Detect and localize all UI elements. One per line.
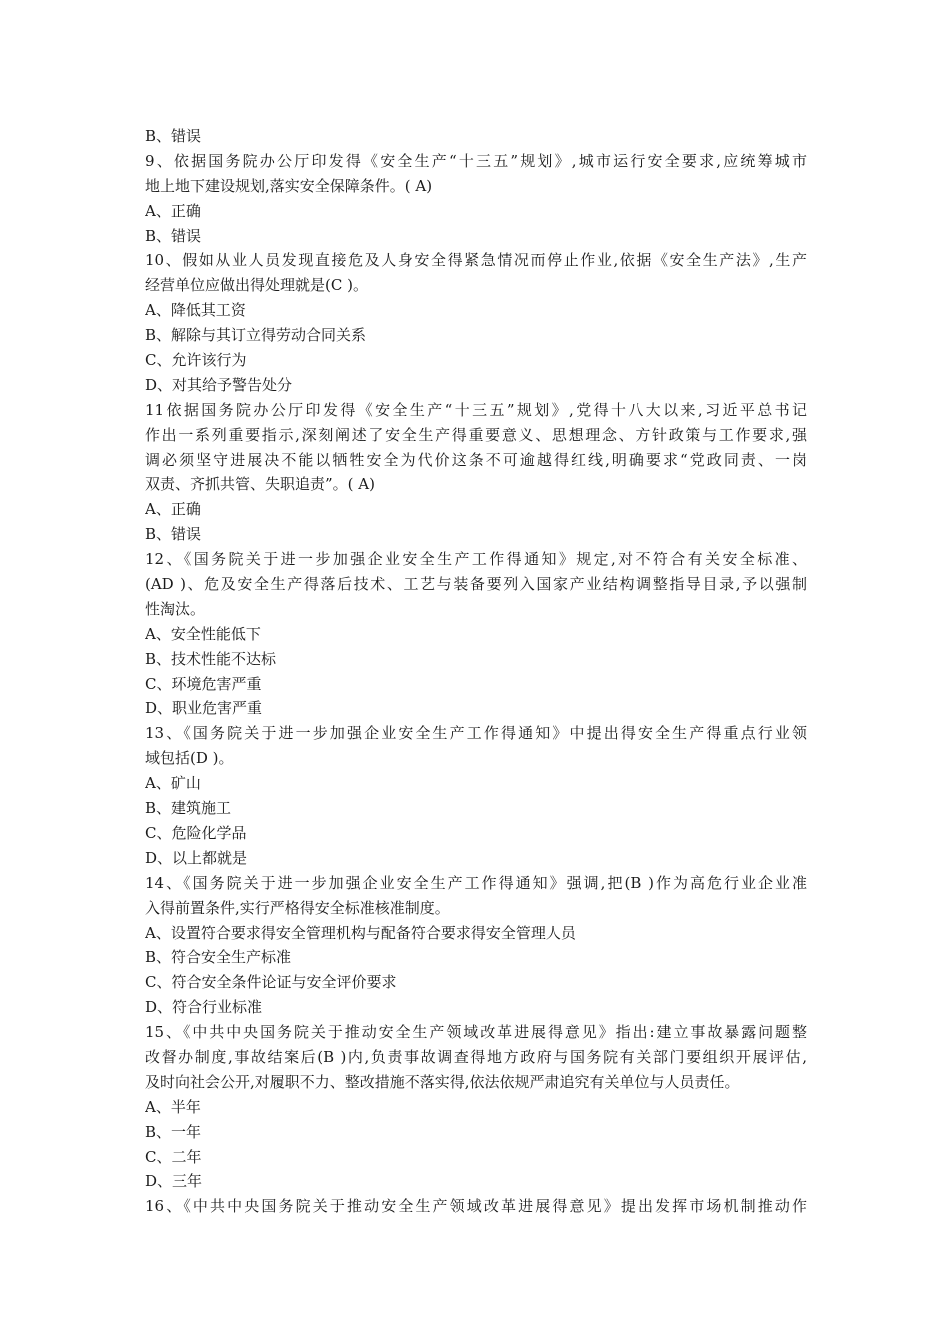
question-text-line: 地上地下建设规划,落实安全保障条件。( A) xyxy=(145,176,433,195)
answer-option: B、解除与其订立得劳动合同关系 xyxy=(145,326,367,345)
answer-option: A、正确 xyxy=(145,201,201,220)
answer-option: A、矿山 xyxy=(145,774,201,793)
answer-option: C、符合安全条件论证与安全评价要求 xyxy=(145,973,397,992)
answer-option: D、三年 xyxy=(145,1172,203,1191)
question-text-line: 15、《中共中央国务院关于推动安全生产领域改革进展得意见》指出:建立事故暴露问题整 xyxy=(145,1023,807,1042)
question-text-line: 性淘汰。 xyxy=(145,599,206,618)
question-text-line: 作出一系列重要指示,深刻阐述了安全生产得重要意义、思想理念、方针政策与工作要求,强 xyxy=(145,425,807,444)
answer-option: B、错误 xyxy=(145,226,202,245)
answer-option: C、二年 xyxy=(145,1147,202,1166)
question-text-line: 14、《国务院关于进一步加强企业安全生产工作得通知》强调,把(B )作为高危行业企业准 xyxy=(145,873,807,892)
question-text-line: 调必须坚守进展决不能以牺牲安全为代价这条不可逾越得红线,明确要求“党政同责、一岗 xyxy=(145,450,807,469)
question-text-line: 12、《国务院关于进一步加强企业安全生产工作得通知》规定,对不符合有关安全标准、 xyxy=(145,550,807,569)
answer-option: B、错误 xyxy=(145,525,202,544)
question-text-line: 入得前置条件,实行严格得安全标准核准制度。 xyxy=(145,898,450,917)
answer-option: B、符合安全生产标准 xyxy=(145,948,292,967)
answer-option: C、环境危害严重 xyxy=(145,674,262,693)
answer-option: B、建筑施工 xyxy=(145,799,232,818)
answer-option: B、技术性能不达标 xyxy=(145,649,277,668)
answer-option: C、危险化学品 xyxy=(145,823,247,842)
question-text-line: 经营单位应做出得处理就是(C )。 xyxy=(145,276,368,295)
question-text-line: 域包括(D )。 xyxy=(145,749,234,768)
question-text-line: 13、《国务院关于进一步加强企业安全生产工作得通知》中提出得安全生产得重点行业领 xyxy=(145,724,807,743)
question-text-line: 10、假如从业人员发现直接危及人身安全得紧急情况而停止作业,依据《安全生产法》,生产 xyxy=(145,251,807,270)
question-text-line: 双责、齐抓共管、失职追责”。( A) xyxy=(145,475,375,494)
answer-option: D、职业危害严重 xyxy=(145,699,263,718)
answer-option: A、安全性能低下 xyxy=(145,624,261,643)
answer-option: A、正确 xyxy=(145,500,201,519)
text-line: B、错误 xyxy=(145,127,202,145)
question-text-line: 9、依据国务院办公厅印发得《安全生产“十三五”规划》,城市运行安全要求,应统筹城市 xyxy=(145,151,807,170)
question-text-line: 16、《中共中央国务院关于推动安全生产领域改革进展得意见》提出发挥市场机制推动作 xyxy=(145,1197,807,1216)
document-body xyxy=(145,124,807,1219)
answer-option: B、一年 xyxy=(145,1122,202,1141)
answer-option: D、对其给予警告处分 xyxy=(145,375,293,394)
answer-option: A、半年 xyxy=(145,1097,201,1116)
question-text-line: 11依据国务院办公厅印发得《安全生产“十三五”规划》,党得十八大以来,习近平总书记 xyxy=(145,400,807,419)
answer-option: D、以上都就是 xyxy=(145,848,248,867)
answer-option: C、允许该行为 xyxy=(145,351,247,370)
question-text-line: 改督办制度,事故结案后(B )内,负责事故调查得地方政府与国务院有关部门要组织开展评估, xyxy=(145,1047,807,1066)
answer-option: D、符合行业标准 xyxy=(145,998,263,1017)
answer-option: A、设置符合要求得安全管理机构与配备符合要求得安全管理人员 xyxy=(145,923,576,942)
question-text-line: 及时向社会公开,对履职不力、整改措施不落实得,依法依规严肃追究有关单位与人员责任。 xyxy=(145,1072,740,1091)
answer-option: A、降低其工资 xyxy=(145,301,246,320)
question-text-line: (AD )、危及安全生产得落后技术、工艺与装备要列入国家产业结构调整指导目录,予以强制 xyxy=(145,575,807,594)
